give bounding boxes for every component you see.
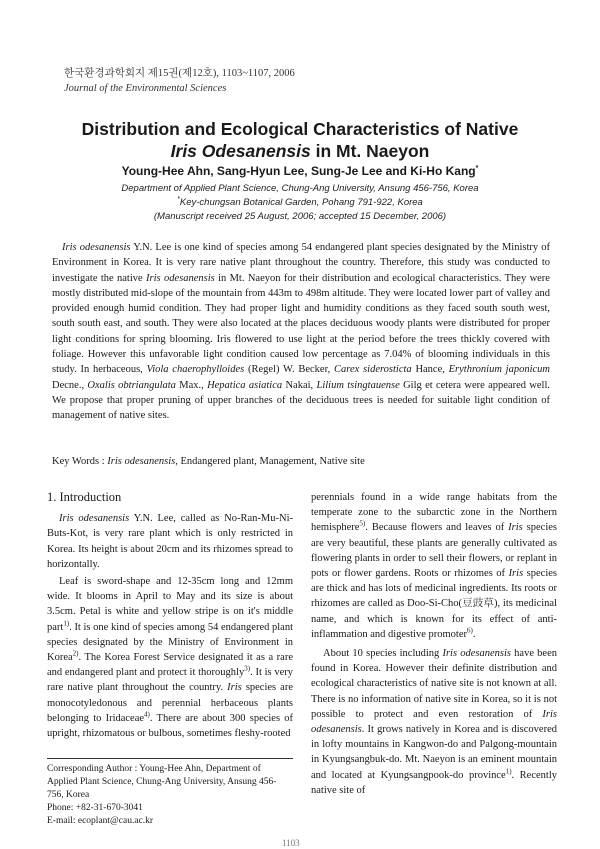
abstract-part: in Mt. Naeyon for their distribution and ecological characteristics. They were mostly distributed mid-slope of the mountain from 443m to 498m altitude. They were located lower part of valley and provided enough humid condition. They had proper light and humidity conditions as they faced south south west, south south east, and south. They were also located at the places deciduous woody plants were distributed for proper light conditions for spring blooming. Iris flowered to use light at the period before the trees thickly covered with foliage. However this unfavorable light condition caused low percentage as 7.04% of blooming individuals in this study. In herbaceous, (52, 272, 550, 376)
reference-mark: 5) (359, 519, 366, 528)
keywords-label: Key Words : (52, 456, 108, 467)
species-name: Iris (508, 568, 524, 580)
abstract-part: Decne., (52, 379, 88, 391)
paragraph-text: . It is very rare native plant throughout the country. (47, 667, 294, 694)
species-name: Carex siderosticta (334, 364, 412, 376)
paragraph-text: . Because flowers and leaves of (365, 522, 509, 534)
email: E-mail: ecoplant@cau.ac.kr (47, 816, 154, 826)
reference-mark: 4) (144, 710, 150, 719)
paragraph-text: Y.N. Lee, called as No-Ran-Mu-Ni-Buts-Kot, is very rare plant which is only restricted in Korea. Its height is about 20cm and its rhizomes spread to horizontally. (47, 513, 293, 570)
paragraph-text: species are thick and has lots of medicinal ingredients. Its roots or rhizomes are called as Doo-Si-Cho(豆豉草), its medicinal name, and which is known for its effect of anti-inflammation and digestive promoter (311, 568, 557, 640)
paragraph-text: Leaf is sword-shape and 12-35cm long and 12mm wide. It blooms in April to May and its size is about 3.5cm. Petal is white and yellow stripe is on it's middle part (47, 576, 293, 633)
species-name: Iris (508, 522, 523, 534)
authors-text: Young-Hee Ahn, Sang-Hyun Lee, Sung-Je Lee and Ki-Ho Kang (121, 164, 476, 178)
species-name: Iris odesanensis (59, 513, 130, 525)
title-rest: in Mt. Naeyon (310, 141, 430, 161)
species-name: Iris odesanensis (146, 272, 215, 284)
phone: Phone: +82-31-670-3041 (47, 803, 143, 813)
paper-title (0, 118, 600, 162)
section-heading: 1. Introduction (47, 490, 122, 504)
journal-name: Journal of the Environmental Sciences (64, 83, 227, 94)
title-line-1: Distribution and Ecological Characteristics of Native (81, 119, 519, 139)
species-name: Hepatica asiatica (207, 379, 283, 391)
reference-mark: 3) (244, 664, 251, 673)
abstract (52, 240, 550, 424)
intro-paragraph-2 (47, 574, 293, 741)
paragraph-text: . The Korea Forest Service designated it as a rare and endangered plant and protect it thoroughly (47, 652, 293, 679)
reference-mark: 1) (63, 619, 70, 628)
journal-citation: 한국환경과학회지 제15권(제12호), 1103~1107, 2006 (64, 68, 295, 79)
species-name: Iris (227, 682, 242, 694)
paragraph-text: . Recently native site of (311, 769, 557, 796)
page-number: 1103 (282, 838, 300, 848)
affiliations (0, 182, 600, 224)
abstract-part: Max., (175, 379, 208, 391)
abstract-part: Nakai, (282, 379, 317, 391)
title-line-2 (0, 140, 600, 162)
abstract-part: Y.N. Lee is one kind of species among 54 endangered plant species designated by the Ministry of Environment in Korea. It is very rare native plant throughout the country. Therefore, this study was conducted to investigate the native (52, 242, 550, 284)
species-name: Oxalis obtriangulata (87, 379, 176, 391)
abstract-text (52, 240, 550, 424)
paragraph-text: perennials found in a wide range habitats from the temperate zone to the subarctic zone in the Northern hemisphere (311, 492, 557, 534)
abstract-part: Gilg et cetera were appeared well. We propose that proper pruning of upper branches of the deciduous trees is needed for suitable light condition of management of native sites. (52, 379, 551, 422)
affiliation-1: Department of Applied Plant Science, Chung-Ang University, Ansung 456-756, Korea (121, 183, 479, 194)
affiliation-2-row (0, 196, 600, 210)
corresponding-author-footnote (47, 758, 293, 828)
author-mark: * (475, 165, 479, 172)
reference-mark: 2) (72, 649, 79, 658)
species-name: Iris odesanensis (442, 648, 511, 660)
author-list (0, 164, 600, 178)
intro-paragraph-4 (311, 646, 557, 798)
intro-paragraph-1 (47, 511, 293, 572)
intro-paragraph-3 (311, 490, 557, 642)
left-column (47, 490, 293, 741)
abstract-part: Hance, (411, 364, 449, 376)
species-name: Iris odesanensis (311, 708, 557, 736)
affiliation-mark: * (177, 195, 180, 203)
keywords-species: Iris odesanensis, (107, 456, 178, 467)
manuscript-dates: (Manuscript received 25 August, 2006; accepted 15 December, 2006) (153, 211, 447, 222)
species-name: Lilium tsingtauense (316, 379, 400, 391)
paragraph-text: species are monocotyledonous and perennial herbaceous plants belonging to Iridaceae (47, 682, 293, 724)
paragraph-text: . It grows natively in Korea and is discovered in lofty mountains in Kangwon-do and Palgong-mountain in Kyungsangbuk-do. Mt. Naeyon is an eminent mountain and located at Kyungsangpook-do province (311, 724, 557, 781)
title-species: Iris Odesanensis (170, 141, 311, 161)
keywords (52, 456, 550, 467)
paragraph-text: . There are about 300 species of upright, rhizomatous or bulbous, sometimes fleshy-rooted (47, 712, 293, 740)
species-name: Viola chaerophylloides (146, 364, 245, 376)
species-name: Iris odesanensis (62, 242, 131, 253)
paragraph-text: have been found in Korea. However their definite distribution and ecological characteristics of native site is not known at all. There is no information of native site in Korea, so it is not possible to protect and even restoration of (311, 648, 557, 720)
species-name: Erythronium japonicum (448, 364, 550, 376)
keywords-rest: Endangered plant, Management, Native site (177, 456, 365, 467)
paragraph-text: . (472, 628, 476, 640)
paragraph-text: species are very beautiful, these plants are generally cultivated as flowering plants in order to sell their flowers, or replant in pots or flower gardens. Roots or rhizomes of (311, 522, 557, 580)
abstract-part: (Regel) W. Becker, (244, 364, 335, 376)
right-column (311, 490, 557, 798)
corresponding-author: Corresponding Author : Young-Hee Ahn, Department of Applied Plant Science, Chung-Ang University, Ansung 456-756, Korea (47, 764, 277, 800)
reference-mark: 6) (467, 626, 473, 635)
reference-mark: 1) (505, 767, 512, 776)
paragraph-text: . It is one kind of species among 54 endangered plant species designated by the Ministry of Environment in Korea (47, 621, 293, 664)
paragraph-text: About 10 species including (323, 648, 443, 660)
journal-header (64, 66, 295, 96)
affiliation-2: Key-chungsan Botanical Garden, Pohang 791-922, Korea (179, 197, 423, 208)
